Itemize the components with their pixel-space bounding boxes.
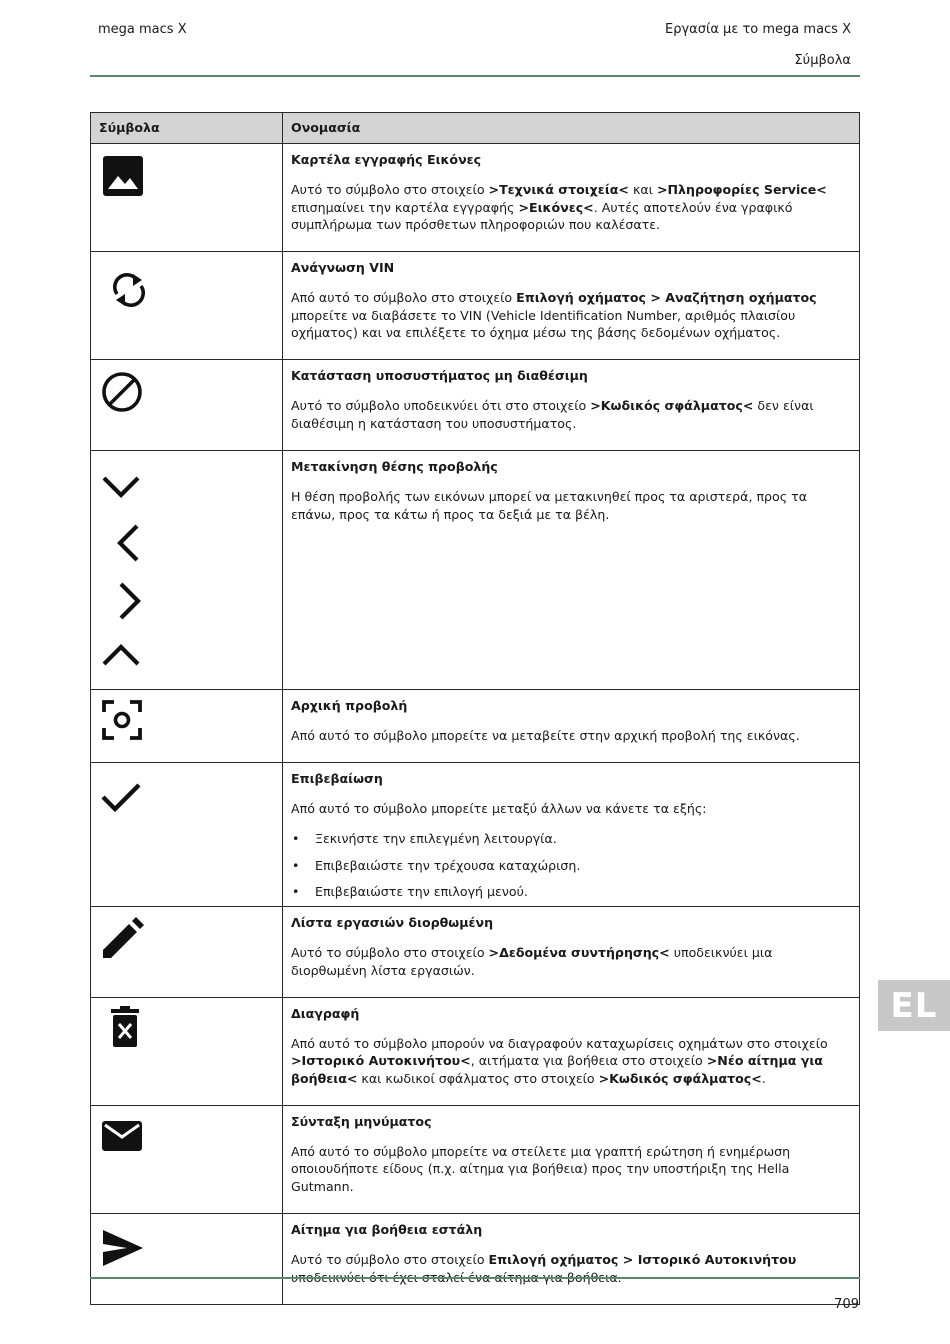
delete-icon <box>107 1006 151 1050</box>
chevron-up-icon <box>99 633 143 677</box>
symbol-cell <box>91 690 283 763</box>
list-item: • Επιβεβαιώστε την επιλογή μενού. <box>291 883 849 901</box>
not-available-icon <box>100 370 144 414</box>
table-row <box>91 906 860 997</box>
mail-icon <box>100 1114 144 1158</box>
symbol-cell <box>91 252 283 360</box>
table-row <box>91 144 860 252</box>
row-description: Αυτό το σύμβολο υποδεικνύει ότι στο στοιχείο >Κωδικός σφάλματος< δεν είναι διαθέσιμη η κατάσταση του υποσυστήματος. <box>291 398 814 431</box>
table-row <box>91 252 860 360</box>
row-description: Αυτό το σύμβολο στο στοιχείο >Τεχνικά στοιχεία< και >Πληροφορίες Service< επισημαίνει την καρτέλα εγγραφής >Εικόνες<. Αυτές αποτελούν ένα γραφικό συμπλήρωμα των πρόσθετων πληροφοριών που καλέσατε. <box>291 182 827 233</box>
chevron-right-icon <box>107 579 151 623</box>
row-title: Ανάγνωση VIN <box>291 260 395 276</box>
symbol-cell <box>91 360 283 451</box>
symbol-cell <box>91 1105 283 1213</box>
description-cell <box>283 252 860 360</box>
header-chapter-title: Εργασία με το mega macs X <box>664 22 851 37</box>
description-cell <box>283 906 860 997</box>
table-row <box>91 763 860 907</box>
center-focus-icon <box>100 698 144 742</box>
bullet-list <box>291 830 849 901</box>
row-description: Από αυτό το σύμβολο μπορείτε να μεταβείτε στην αρχική προβολή της εικόνας. <box>291 728 800 744</box>
symbol-cell <box>91 997 283 1105</box>
table-header-row <box>91 113 860 144</box>
column-header-name: Ονομασία <box>283 113 860 144</box>
description-cell <box>283 690 860 763</box>
row-title: Αίτημα για βοήθεια εστάλη <box>291 1222 483 1237</box>
row-title: Διαγραφή <box>291 1005 360 1021</box>
list-item: • Επιβεβαιώστε την τρέχουσα καταχώριση. <box>291 857 849 875</box>
footer-rule <box>90 1277 860 1279</box>
row-title: Αρχική προβολή <box>291 698 408 714</box>
description-cell <box>283 360 860 451</box>
table-row <box>91 360 860 451</box>
header-section-title: Σύμβολα <box>794 53 851 68</box>
row-title: Καρτέλα εγγραφής Εικόνες <box>291 152 482 167</box>
pencil-icon <box>100 917 144 961</box>
table-row <box>91 1105 860 1213</box>
symbol-cell <box>91 763 283 907</box>
symbol-cell <box>91 144 283 252</box>
page-number: 709 <box>834 1297 859 1312</box>
symbol-cell <box>91 1214 283 1305</box>
description-cell <box>283 451 860 690</box>
chevron-left-icon <box>107 521 151 565</box>
description-cell <box>283 1214 860 1305</box>
image-icon <box>101 154 145 198</box>
description-cell <box>283 144 860 252</box>
row-description: Η θέση προβολής των εικόνων μπορεί να μετακινηθεί προς τα αριστερά, προς τα επάνω, προς τα κάτω ή προς τα δεξιά με τα βέλη. <box>291 489 808 522</box>
check-icon <box>99 775 143 819</box>
row-title: Επιβεβαίωση <box>291 771 383 787</box>
list-item: • Ξεκινήστε την επιλεγμένη λειτουργία. <box>291 830 849 848</box>
symbol-cell <box>91 451 283 690</box>
table-row <box>91 997 860 1105</box>
row-description: Από αυτό το σύμβολο στο στοιχείο Επιλογή οχήματος > Αναζήτηση οχήματος μπορείτε να διαβάσετε το VIN (Vehicle Identification Number, αριθμός πλαισίου οχήματος) και να επιλέξετε το όχημα μέσω της βάσης δεδομένων οχήματος. <box>291 290 817 341</box>
table-row <box>91 451 860 690</box>
column-header-symbols: Σύμβολα <box>91 113 283 144</box>
row-title: Κατάσταση υποσυστήματος μη διαθέσιμη <box>291 368 588 384</box>
row-description: Από αυτό το σύμβολο μπορείτε να στείλετε μια γραπτή ερώτηση ή ενημέρωση οποιουδήποτε είδους (π.χ. αίτημα για βοήθεια) προς την υποστήριξη της Hella Gutmann. <box>291 1143 791 1194</box>
description-cell <box>283 997 860 1105</box>
row-description: Από αυτό το σύμβολο μπορούν να διαγραφούν καταχωρίσεις οχημάτων στο στοιχείο >Ιστορικό Αυτοκινήτου<, αιτήματα για βοήθεια στο στοιχείο >Νέο αίτημα για βοήθεια< και κωδικοί σφάλματος στο στοιχείο >Κωδικός σφάλματος<. <box>291 1035 828 1086</box>
send-icon <box>101 1226 145 1270</box>
row-description: Αυτό το σύμβολο στο στοιχείο >Δεδομένα συντήρησης< υποδεικνύει μια διορθωμένη λίστα εργασιών. <box>291 945 773 978</box>
row-title: Μετακίνηση θέσης προβολής <box>291 459 498 475</box>
chevron-down-icon <box>99 465 143 509</box>
sync-icon <box>107 268 151 312</box>
header-product-name: mega macs X <box>98 22 187 37</box>
description-cell <box>283 763 860 907</box>
row-description: Από αυτό το σύμβολο μπορείτε μεταξύ άλλων να κάνετε τα εξής: <box>291 801 707 817</box>
row-description: Αυτό το σύμβολο στο στοιχείο Επιλογή οχήματος > Ιστορικό Αυτοκινήτου <box>291 1252 797 1268</box>
row-title: Σύνταξη μηνύματος <box>291 1113 432 1129</box>
symbols-table <box>90 112 860 1305</box>
symbol-cell <box>91 906 283 997</box>
table-row <box>91 1214 860 1305</box>
language-tab: EL <box>878 980 950 1031</box>
row-title: Λίστα εργασιών διορθωμένη <box>291 914 494 930</box>
header-rule <box>90 75 860 77</box>
table-row <box>91 690 860 763</box>
description-cell <box>283 1105 860 1213</box>
